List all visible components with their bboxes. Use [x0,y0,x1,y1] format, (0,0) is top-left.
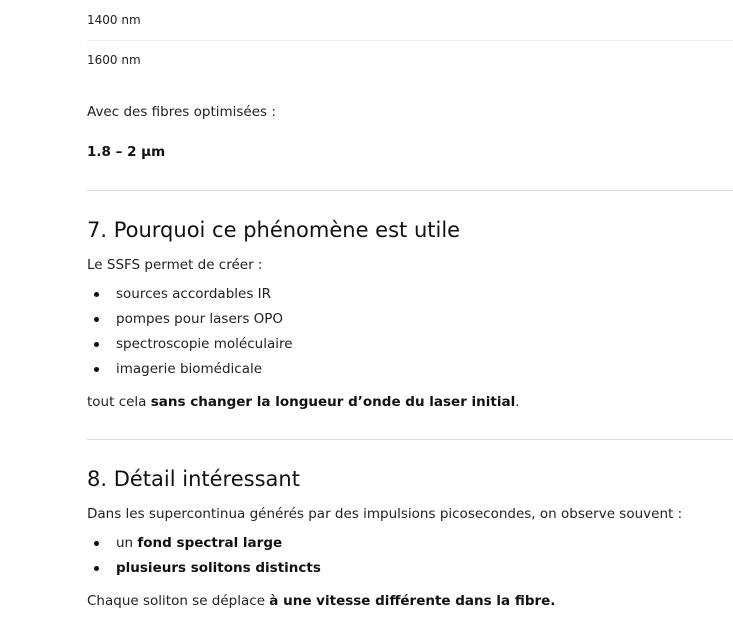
item-bold: fond spectral large [137,535,283,551]
final-prefix: Chaque soliton se déplace [87,593,270,609]
bullet-icon [94,566,99,571]
conclusion-bold: sans changer la longueur d’onde du laser initial [150,394,516,410]
table-row [87,53,733,67]
optimized-value [87,144,165,160]
section-7-conclusion [87,394,520,410]
list-item-text: pompes pour lasers OPO [116,311,284,327]
bullet-icon [94,367,99,372]
list-item-text [116,560,321,576]
table-cell: 1600 nm [87,53,141,67]
bullet-icon [94,342,99,347]
list-item-text: sources accordables IR [116,286,271,302]
section-8-title: 8. Détail intéressant [87,467,300,491]
section-8-final [87,593,555,609]
bullet-icon [94,541,99,546]
list-item-text: imagerie biomédicale [116,361,263,377]
section-8-intro: Dans les supercontinua générés par des impulsions picosecondes, on observe souvent : [87,506,683,522]
optimized-label: Avec des fibres optimisées : [87,104,276,120]
item-prefix: un [116,535,138,551]
section-divider [87,439,733,440]
bullet-icon [94,317,99,322]
section-divider [87,190,733,191]
optimized-value-text: 1.8 – 2 µm [87,144,166,160]
list-item-text: spectroscopie moléculaire [116,336,293,352]
section-7-intro: Le SSFS permet de créer : [87,257,263,273]
conclusion-suffix: . [515,394,520,410]
conclusion-prefix: tout cela [87,394,151,410]
table-row [87,13,733,41]
final-bold: à une vitesse différente dans la fibre. [269,593,556,609]
bullet-icon [94,292,99,297]
section-7-title: 7. Pourquoi ce phénomène est utile [87,218,461,242]
item-bold: plusieurs solitons distincts [116,560,321,576]
list-item-text [116,535,282,551]
table-cell: 1400 nm [87,13,141,27]
